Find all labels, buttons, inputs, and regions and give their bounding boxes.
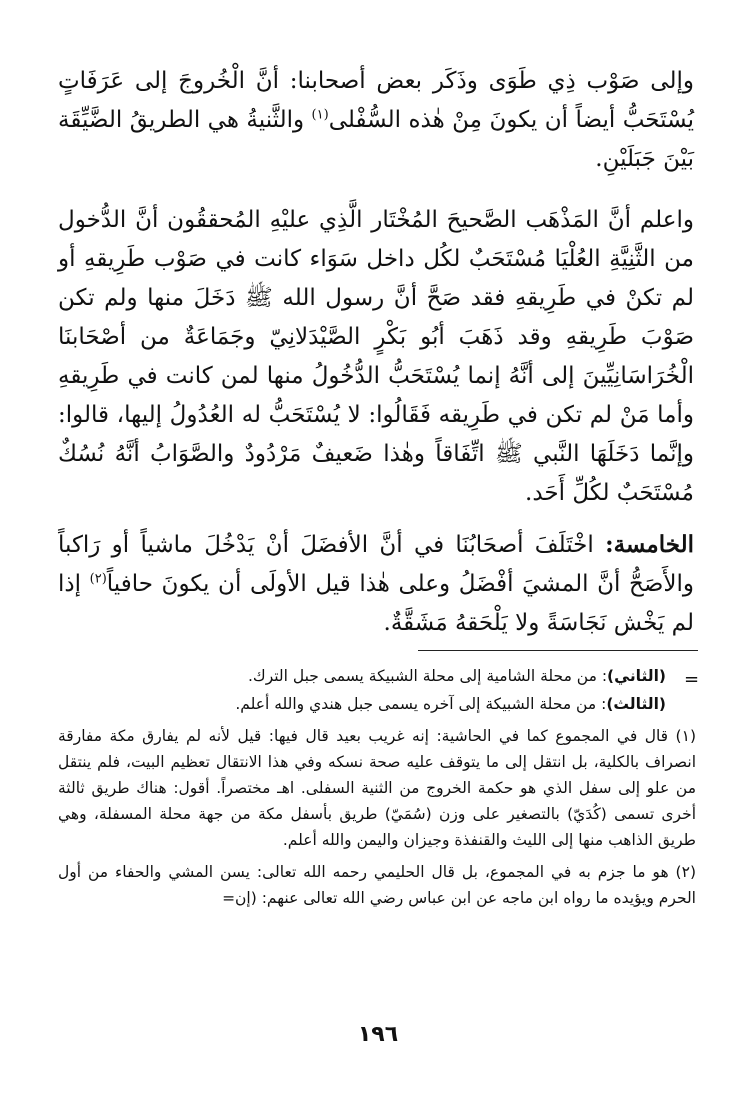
page-number: ١٩٦ [357,1022,399,1047]
paragraph-1 [58,62,694,179]
paragraph-3 [58,525,694,643]
paragraph-3-lead: الخامسة: [605,531,694,558]
footnote-divider [418,650,698,651]
footnote-continued-second [58,663,696,689]
footnote-1: (١) قال في المجموع كما في الحاشية: إنه غريب بعيد قال فيها: قيل لأنه لم يفارق مكة مفارقة انصراف بالكلية، بل انتقل إلى ما يتوقف عليه صحة نسكه وفي هذا الانتقال تعظيم البيت، فلم ينتقل من علو إلى سفل الذي هو حكمة الخروج من الثنية السفلى. اهـ مختصراً. أقول: هناك طريق ثالثة أخرى تسمى (كُدَيّ) بالتصغير على وزن (سُمَيّ) طريق بأسفل مكة من جهة محلة المسفلة، وهي طريق الذاهب منها إلى الليث والقنفذة وجيزان واليمن والله أعلم. [58,727,696,849]
paragraph-1-text: وإلى صَوْب ذِي طَوَى وذَكَر بعض أصحابنا: أنَّ الْخُروجَ إلى عَرَفَاتٍ يُسْتَحَبُّ أيضاً أن يكونَ مِنْ هٰذه السُّفْلى [58,68,694,133]
footnotes [58,663,696,917]
footnote-2: (٢) هو ما جزم به في المجموع، بل قال الحليمي رحمه الله تعالى: يسن المشي والحفاء من أول الحرم ويؤيده ما رواه ابن ماجه عن ابن عباس رضي الله تعالى عنهم: (إن= [58,863,696,907]
footnote-label-third: (الثالث) [606,695,666,713]
footnote-continued-third [58,691,696,717]
paragraph-1-end: والثَّنيةُ هي الطريقُ الضَّيِّقَة بَيْنَ جَبَلَيْنِ. [58,107,694,172]
footnote-ref-2: (٢) [89,571,107,587]
footnote-text-third: : من محلة الشبيكة إلى آخره يسمى جبل هندي والله أعلم. [235,695,607,713]
continuation-mark: = [684,669,700,690]
paragraph-3-text: اخْتَلَفَ أصحَابُنَا في أنَّ الأفضَلَ أنْ يَدْخُلَ ماشياً أو رَاكباً والأَصَحُّ أنَّ المشيَ أفْضَلُ وعلى هٰذا قيل الأولَى أن يكونَ حافياً [58,532,694,597]
footnote-text-second: : من محلة الشامية إلى محلة الشبيكة يسمى جبل الترك. [248,667,608,685]
paragraph-3-end: إذا لم يَخْش نَجَاسَةً ولا يَلْحَقهُ مَشَقَّةٌ. [58,571,694,636]
paragraph-2: واعلم أنَّ المَذْهَب الصَّحيحَ المُخْتَار الَّذِي عليْهِ المُحققُون أنَّ الدُّخول من الثَّنِيَّةِ العُلْيَا مُسْتَحَبٌ لكُل داخل سَوَاء كانت في صَوْب طَرِيقهِ أو لم تكنْ في طَرِيقهِ فقد صَحَّ أنَّ رسول الله ﷺ دَخَلَ منها ولم تكن صَوْبَ طَرِيقهِ وقد ذَهَبَ أبُو بَكْرٍ الصَّيْدَلانِيّ وجَمَاعَةٌ من أصْحَابنَا الْخُرَاسَانِيِّينَ إلى أنَّهُ إنما يُسْتَحَبُّ الدُّخُولُ منها لمن كانت في طَرِيقهِ وأما مَنْ لم تكن في طَرِيقه فَقَالُوا: لا يُسْتَحَبُّ له العُدُولُ إليها، قالوا: وإنَّما دَخَلَهَا النَّبي ﷺ اتِّفَاقاً وهٰذا ضَعيفٌ مَرْدُودٌ والصَّوَابُ أنَّهُ نُسُكٌ مُسْتَحَبٌ لكُلِّ أَحَد. [58,207,694,506]
footnote-ref-1: (١) [311,107,329,123]
main-text [58,62,694,655]
footnote-label-second: (الثاني) [607,667,666,685]
